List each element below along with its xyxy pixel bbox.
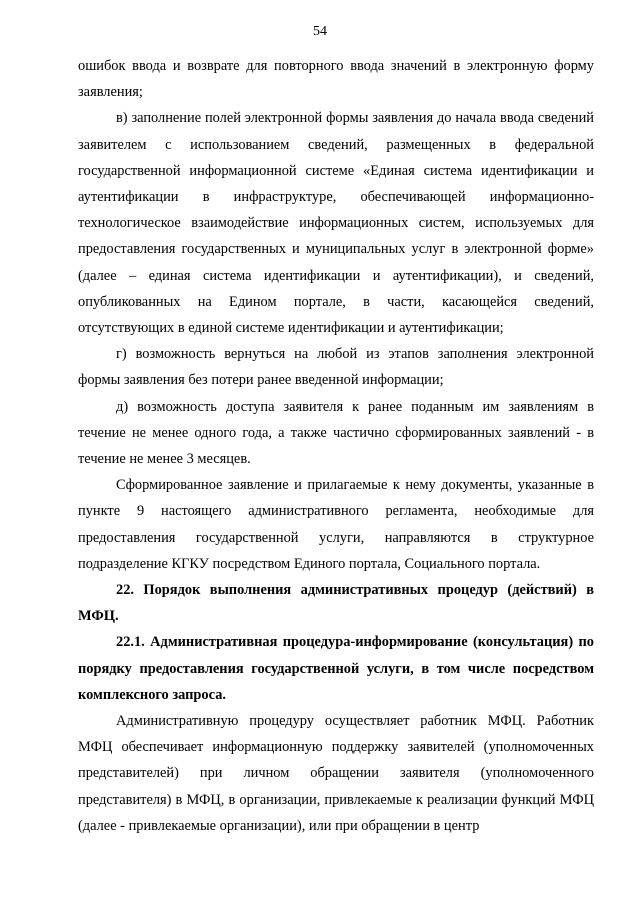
- paragraph-continuation: ошибок ввода и возврате для повторного ввода значений в электронную форму заявления;: [78, 58, 594, 101]
- paragraph-procedure-mfc: Административную процедуру осуществляет работник МФЦ. Работник МФЦ обеспечивает информационную поддержку заявителей (уполномоченных представителей) при личном обращении заявителя (уполномоченного представителя) в МФЦ, в организации, привлекаемые к реализации функций МФЦ (далее - привлекаемые организации), или при обращении в центр: [78, 713, 594, 834]
- subsection-heading-22-1: 22.1. Административная процедура-информирование (консультация) по порядку предоставления государственной услуги, в том числе посредством комплексного запроса.: [78, 634, 594, 703]
- page-number: 54: [313, 24, 327, 39]
- paragraph-item-v: в) заполнение полей электронной формы заявления до начала ввода сведений заявителем с использованием сведений, размещенных в федеральной государственной информационной системе «Единая система идентификации и аутентификации в инфраструктуре, обеспечивающей информационно-технологическое взаимодействие информационных систем, используемых для предоставления государственных и муниципальных услуг в электронной форме» (далее – единая система идентификации и аутентификации), и сведений, опубликованных на Едином портале, в части, касающейся сведений, отсутствующих в единой системе идентификации и аутентификации;: [78, 110, 594, 337]
- paragraph-submitted-application: Сформированное заявление и прилагаемые к нему документы, указанные в пункте 9 настоящего административного регламента, необходимые для предоставления государственной услуги, направляются в структурное подразделение КГКУ посредством Единого портала, Социального портала.: [78, 477, 594, 572]
- paragraph-item-g: г) возможность вернуться на любой из этапов заполнения электронной формы заявления без потери ранее введенной информации;: [78, 346, 594, 389]
- section-heading-22: 22. Порядок выполнения административных процедур (действий) в МФЦ.: [78, 582, 594, 625]
- paragraph-item-d: д) возможность доступа заявителя к ранее поданным им заявлениям в течение не менее одного года, а также частично сформированных заявлений - в течение не менее 3 месяцев.: [78, 398, 594, 468]
- document-body: [78, 53, 594, 839]
